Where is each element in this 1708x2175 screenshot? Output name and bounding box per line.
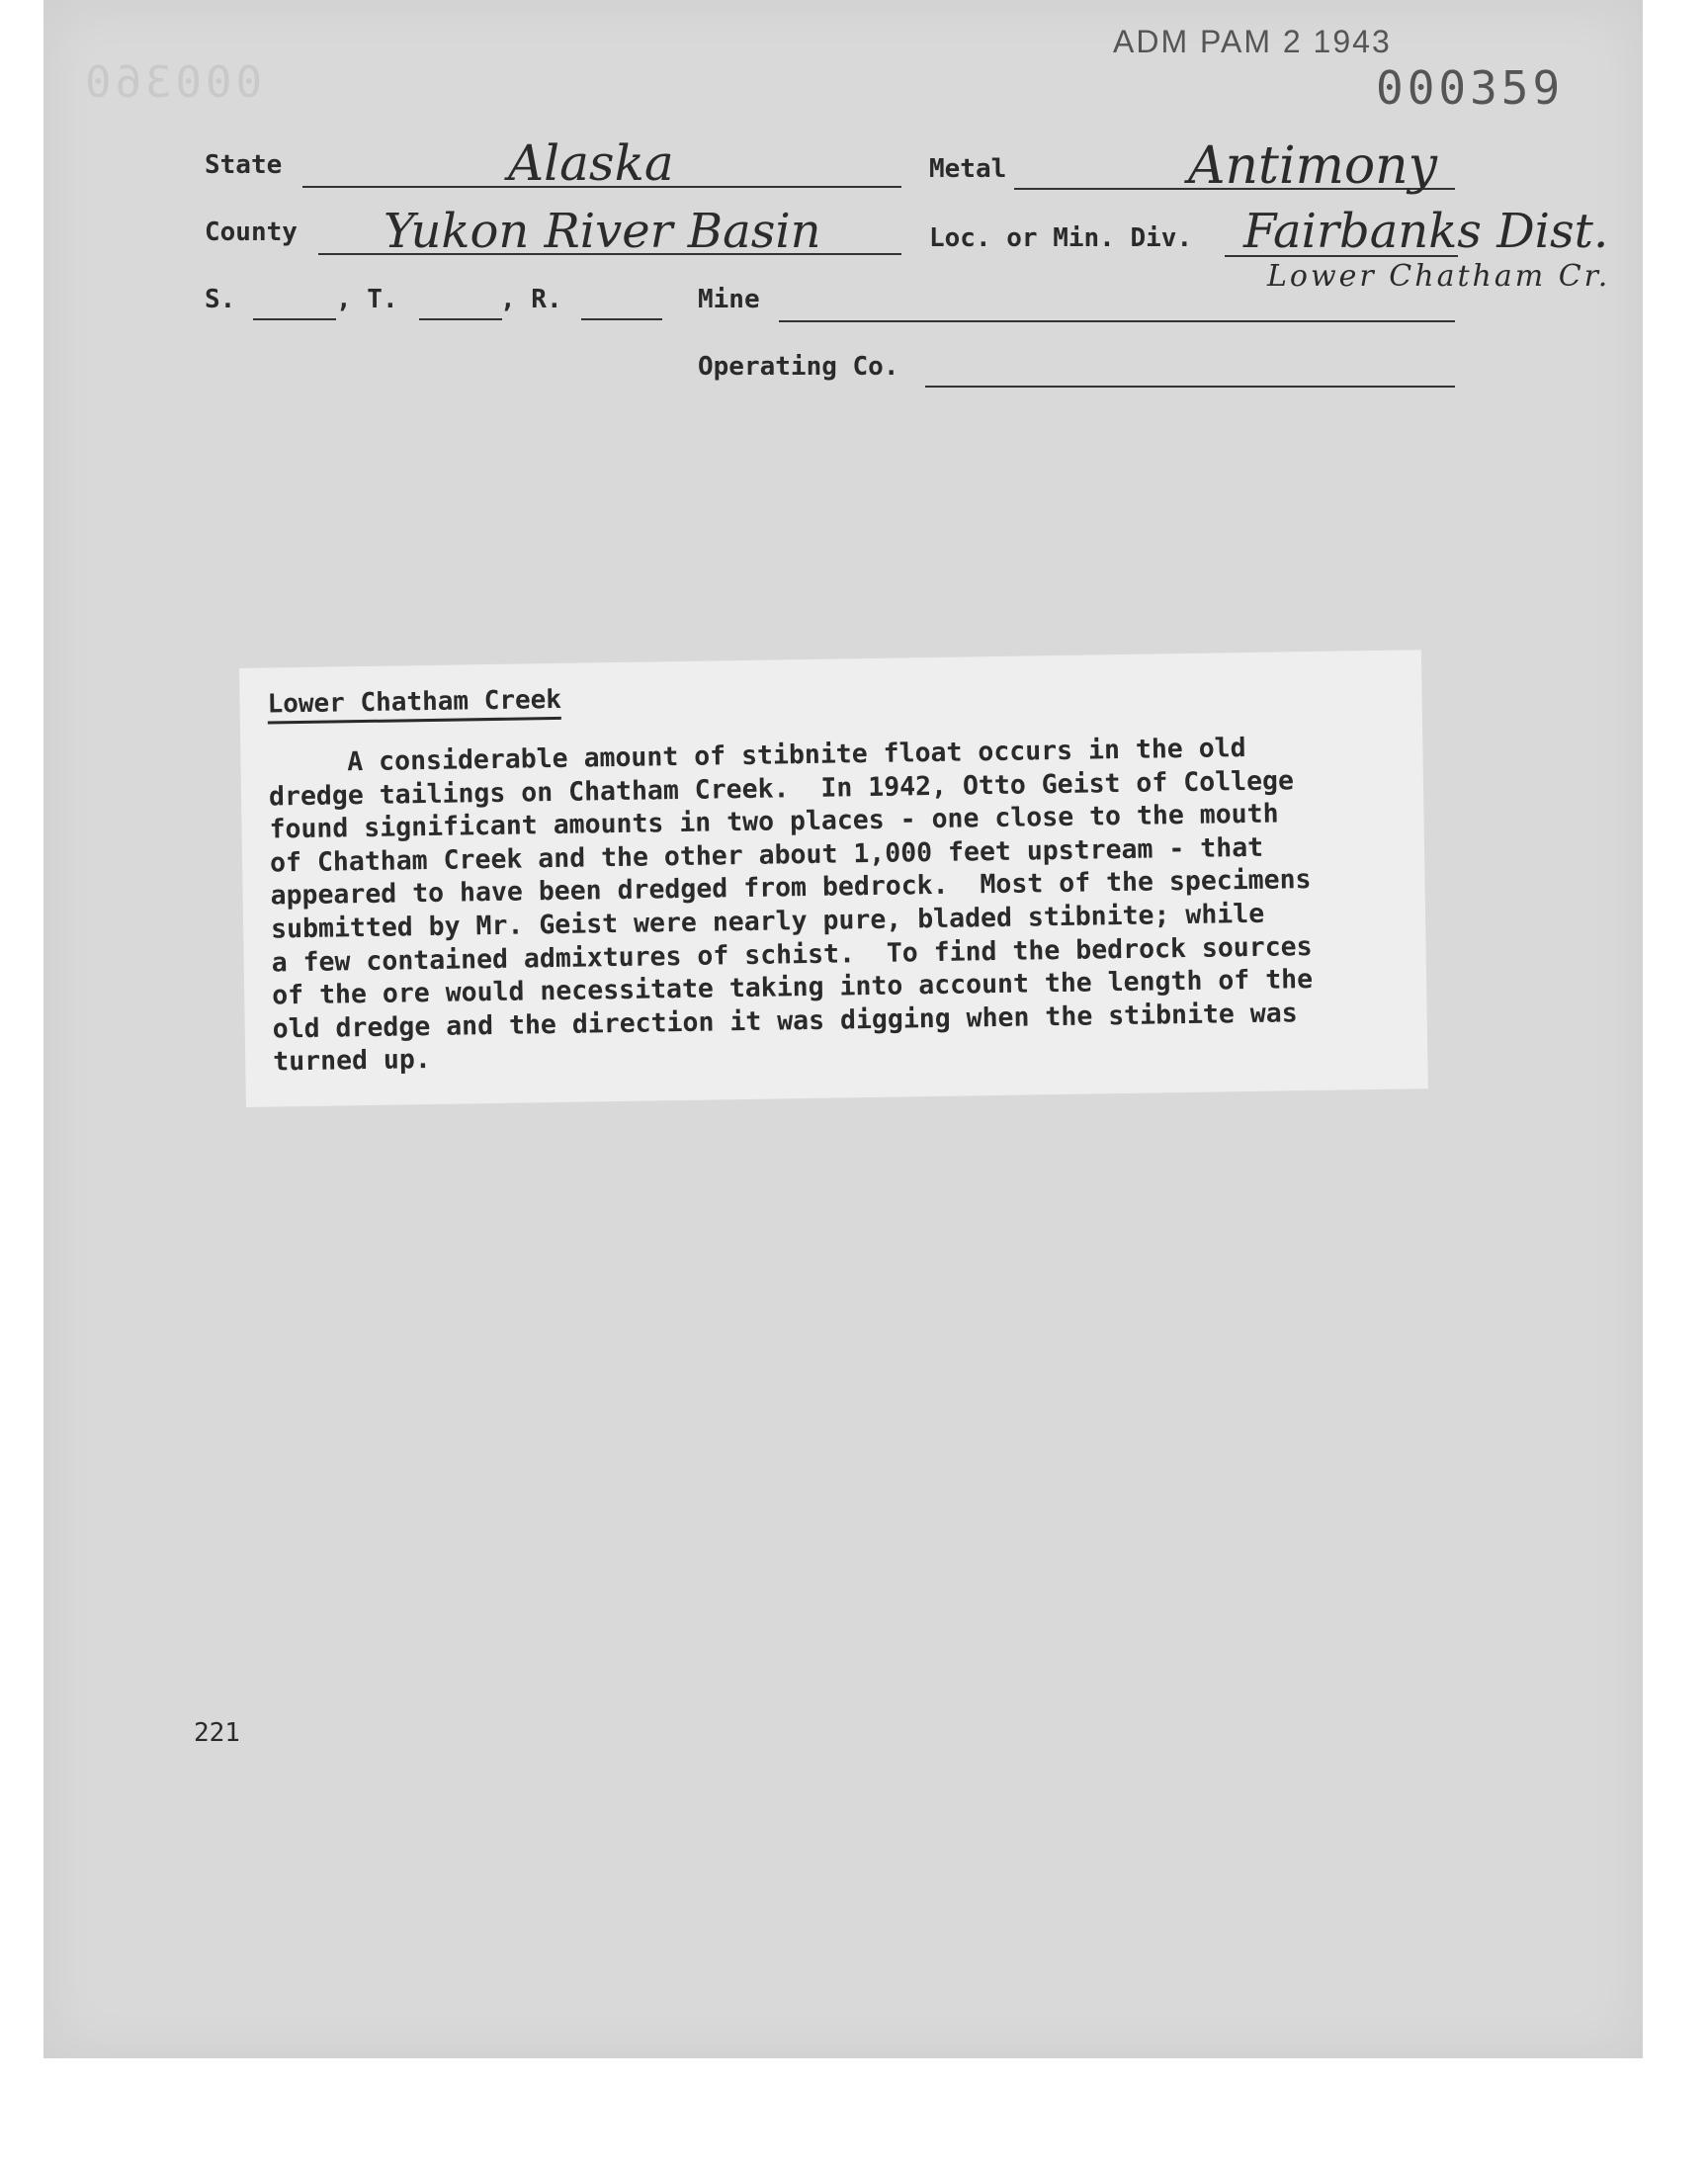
pasted-note-card (239, 650, 1428, 1107)
operating-co-underline (925, 386, 1455, 388)
section-label: S. (205, 285, 236, 314)
page-number: 221 (194, 1718, 240, 1748)
range-underline (581, 318, 662, 320)
note-body: A considerable amount of stibnite float occurs in the old dredge tailings on Chatham Creek. In 1942, Otto Geist of College found significant amounts in two places - one close to the mouth of Chatham Creek and the other about 1,000 feet upstream - that appeared to have been dredged from bedrock. Most of the specimens submitted by Mr. Geist were nearly pure, bladed stibnite; while a few contained admixtures of schist. To find the bedrock sources of the ore would necessitate taking into account the length of the old dredge and the direction it was digging when the stibnite was turned up. (268, 733, 1314, 1078)
township-underline (419, 318, 502, 320)
range-label: , R. (500, 285, 562, 314)
archive-stamp: ADM PAM 2 1943 (1113, 24, 1392, 59)
operating-co-label: Operating Co. (698, 352, 899, 382)
county-value: Yukon River Basin (384, 204, 821, 259)
state-value: Alaska (508, 134, 674, 192)
state-label: State (205, 150, 283, 180)
township-label: , T. (336, 285, 398, 314)
loc-label: Loc. or Min. Div. (929, 223, 1193, 253)
mine-label: Mine (698, 285, 760, 314)
county-label: County (205, 218, 298, 247)
section-underline (253, 318, 336, 320)
metal-label: Metal (929, 154, 1007, 184)
document-page (43, 0, 1643, 2058)
metal-value: Antimony (1188, 136, 1438, 196)
document-number: 000359 (1376, 61, 1565, 115)
mine-underline (779, 320, 1455, 322)
bleed-through-number: 000360 (81, 57, 262, 108)
loc-value: Fairbanks Dist. (1243, 204, 1609, 259)
note-title: Lower Chatham Creek (267, 685, 561, 725)
loc-sub-value: Lower Chatham Cr. (1267, 259, 1611, 294)
